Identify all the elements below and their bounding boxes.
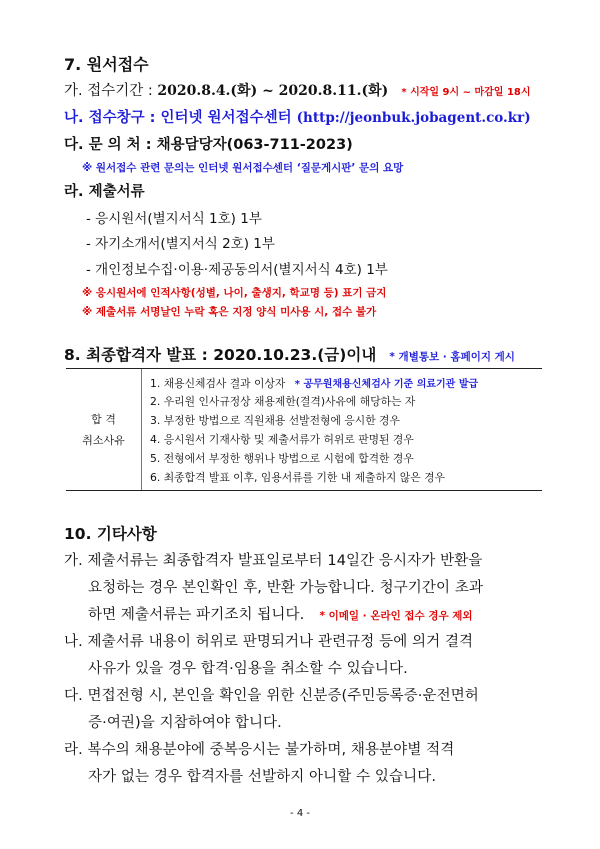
table-label-line2: 취소사유 [82,434,125,447]
window-label: 나. 접수창구 : 인터넷 원서접수센터 [64,110,297,126]
window-url[interactable]: (http://jeonbuk.jobagent.co.kr) [296,110,531,126]
notice-line: 라. 복수의 채용분야에 중복응시는 불가하며, 채용분야별 적격 [64,742,455,758]
section-10-title: 10. 기타사항 [64,525,157,543]
notice-line: 하면 제출서류는 파기조치 됩니다. [88,607,305,623]
notice-line: 사유가 있을 경우 합격·임용을 취소할 수 있습니다. [88,661,408,677]
doc-item: - 자기소개서(별지서식 2호) 1부 [86,236,275,252]
notice-line: 자가 없는 경우 합격자를 선발하지 아니할 수 있습니다. [88,769,437,785]
disqualification-table [66,368,542,491]
table-label-line1: 합 격 [91,413,116,426]
docs-title: 라. 제출서류 [64,184,145,200]
table-row: 3. 부정한 방법으로 직원채용 선발전형에 응시한 경우 [150,414,400,427]
table-label-cell [66,369,142,490]
period-label: 가. 접수기간 : [64,83,158,99]
notice-line: 나. 제출서류 내용이 허위로 판명되거나 관련규정 등에 의거 결격 [64,634,474,650]
notice-line-with-note [88,603,473,624]
period-value: 2020.8.4.(화) ~ 2020.8.11.(화) [157,83,389,99]
doc-item: - 응시원서(별지서식 1호) 1부 [86,211,262,227]
section-8-header [64,343,515,365]
section-8-note: * 개별통보 · 홈페이지 게시 [389,351,515,363]
table-row: 6. 최종합격 발표 이후, 임용서류를 기한 내 제출하지 않은 경우 [150,471,445,484]
period-note: * 시작일 9시 ~ 마감일 18시 [401,87,531,98]
section-8-title: 8. 최종합격자 발표 : 2020.10.23.(금)이내 [64,346,377,364]
section-7-title: 7. 원서접수 [64,55,149,74]
table-row: 4. 응시원서 기재사항 및 제출서류가 허위로 판명된 경우 [150,433,414,446]
table-row: 2. 우리원 인사규정상 채용제한(결격)사유에 해당하는 자 [150,395,416,408]
period-row [64,79,531,100]
contact-note: ※ 원서접수 관련 문의는 인터넷 원서접수센터 ‘질문게시판’ 문의 요망 [82,162,404,174]
contact-row: 다. 문 의 처 : 채용담당자(063-711-2023) [64,137,353,153]
notice-line: 증·여권)을 지참하여야 합니다. [88,715,282,731]
window-row [64,106,531,127]
table-row-text: 1. 채용신체검사 결과 이상자 [150,377,286,390]
warning-item: ※ 제출서류 서명날인 누락 혹은 지정 양식 미사용 시, 접수 불가 [82,306,377,318]
notice-line: 다. 면접전형 시, 본인을 확인을 위한 신분증(주민등록증·운전면허 [64,688,479,704]
notice-line: 요청하는 경우 본인확인 후, 반환 가능합니다. 청구기간이 초과 [88,580,484,596]
table-row [150,375,478,391]
page-number: - 4 - [290,808,310,819]
doc-item: - 개인정보수집·이용·제공동의서(별지서식 4호) 1부 [86,262,388,278]
table-row: 5. 전형에서 부정한 행위나 방법으로 시험에 합격한 경우 [150,452,414,465]
notice-line: 가. 제출서류는 최종합격자 발표일로부터 14일간 응시자가 반환을 [64,553,483,569]
notice-note: * 이메일 · 온라인 접수 경우 제외 [319,610,473,622]
warning-item: ※ 응시원서에 인적사항(성별, 나이, 출생지, 학교명 등) 표기 금지 [82,287,387,299]
table-row-note: * 공무원채용신체검사 기준 의료기관 발급 [294,379,479,390]
